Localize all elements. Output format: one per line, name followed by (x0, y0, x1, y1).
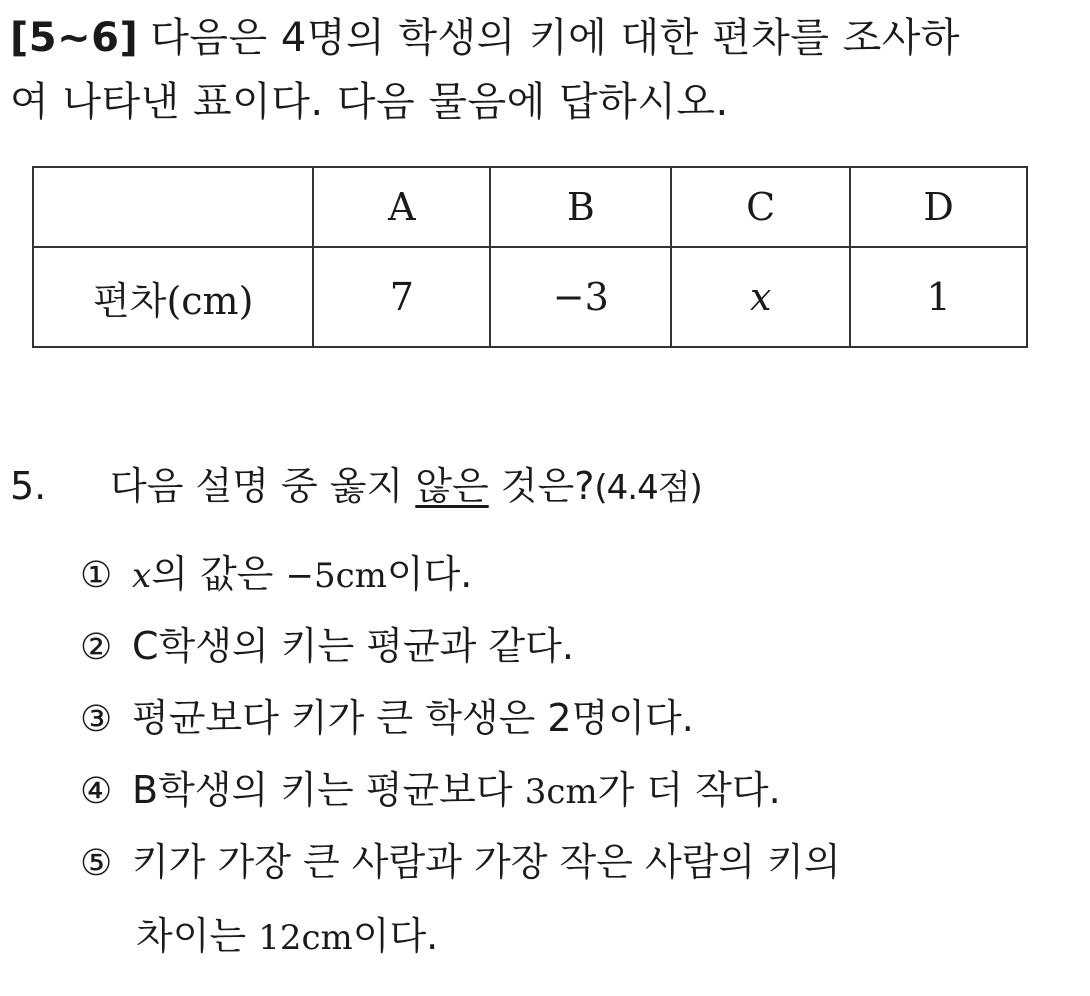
table-cell: x (671, 247, 850, 347)
option-2[interactable] (80, 618, 1060, 690)
question-text-before: 다음 설명 중 옳지 (110, 464, 416, 508)
table-header-cell: B (490, 167, 671, 247)
question-underlined-word: 않은 (415, 464, 489, 508)
option-marker: ⑤ (80, 843, 113, 884)
question-5 (10, 458, 702, 516)
option-text: 가 더 작다. (597, 768, 781, 812)
table-row-label: 편차(cm) (33, 247, 313, 347)
option-3[interactable] (80, 690, 1060, 762)
option-text: 키가 가장 큰 사람과 가장 작은 사람의 키의 (132, 840, 841, 884)
problem-range: [5~6] (10, 15, 139, 61)
option-marker: ① (80, 555, 113, 596)
math-expression: −5cm (285, 556, 387, 596)
option-4[interactable] (80, 762, 1060, 834)
option-marker: ② (80, 627, 113, 668)
table-cell: 7 (313, 247, 490, 347)
table-cell: −3 (490, 247, 671, 347)
question-text-after: 것은? (488, 464, 595, 508)
math-expression: 3cm (524, 772, 598, 812)
table-header-cell: C (671, 167, 850, 247)
intro-text-1: 다음은 4명의 학생의 키에 대한 편차를 조사하 (150, 15, 961, 61)
problem-intro (10, 6, 1080, 134)
table-header-cell (33, 167, 313, 247)
option-text: 이다. (352, 914, 439, 958)
option-1[interactable] (80, 546, 1060, 618)
option-marker: ④ (80, 771, 113, 812)
table-cell: 1 (850, 247, 1027, 347)
option-text: 의 값은 (151, 552, 286, 596)
option-text: 이다. (386, 552, 473, 596)
question-number: 5. (10, 464, 47, 508)
option-5[interactable] (80, 834, 1060, 994)
math-variable: x (132, 556, 152, 596)
option-continuation (80, 908, 1060, 966)
option-text: 평균보다 키가 큰 학생은 2명이다. (132, 696, 694, 740)
intro-line-1 (10, 6, 1080, 70)
table-header-row (33, 167, 1027, 247)
option-text: C학생의 키는 평균과 같다. (132, 624, 574, 668)
deviation-table (32, 166, 1028, 348)
answer-options (80, 546, 1060, 994)
option-text: B학생의 키는 평균보다 (132, 768, 525, 812)
question-points: (4.4점) (594, 468, 702, 508)
table-header-cell: A (313, 167, 490, 247)
intro-line-2: 여 나타낸 표이다. 다음 물음에 답하시오. (10, 79, 729, 125)
math-expression: 12cm (258, 918, 353, 958)
table-header-cell: D (850, 167, 1027, 247)
option-text: 차이는 (136, 914, 259, 958)
option-marker: ③ (80, 699, 113, 740)
table-row (33, 247, 1027, 347)
